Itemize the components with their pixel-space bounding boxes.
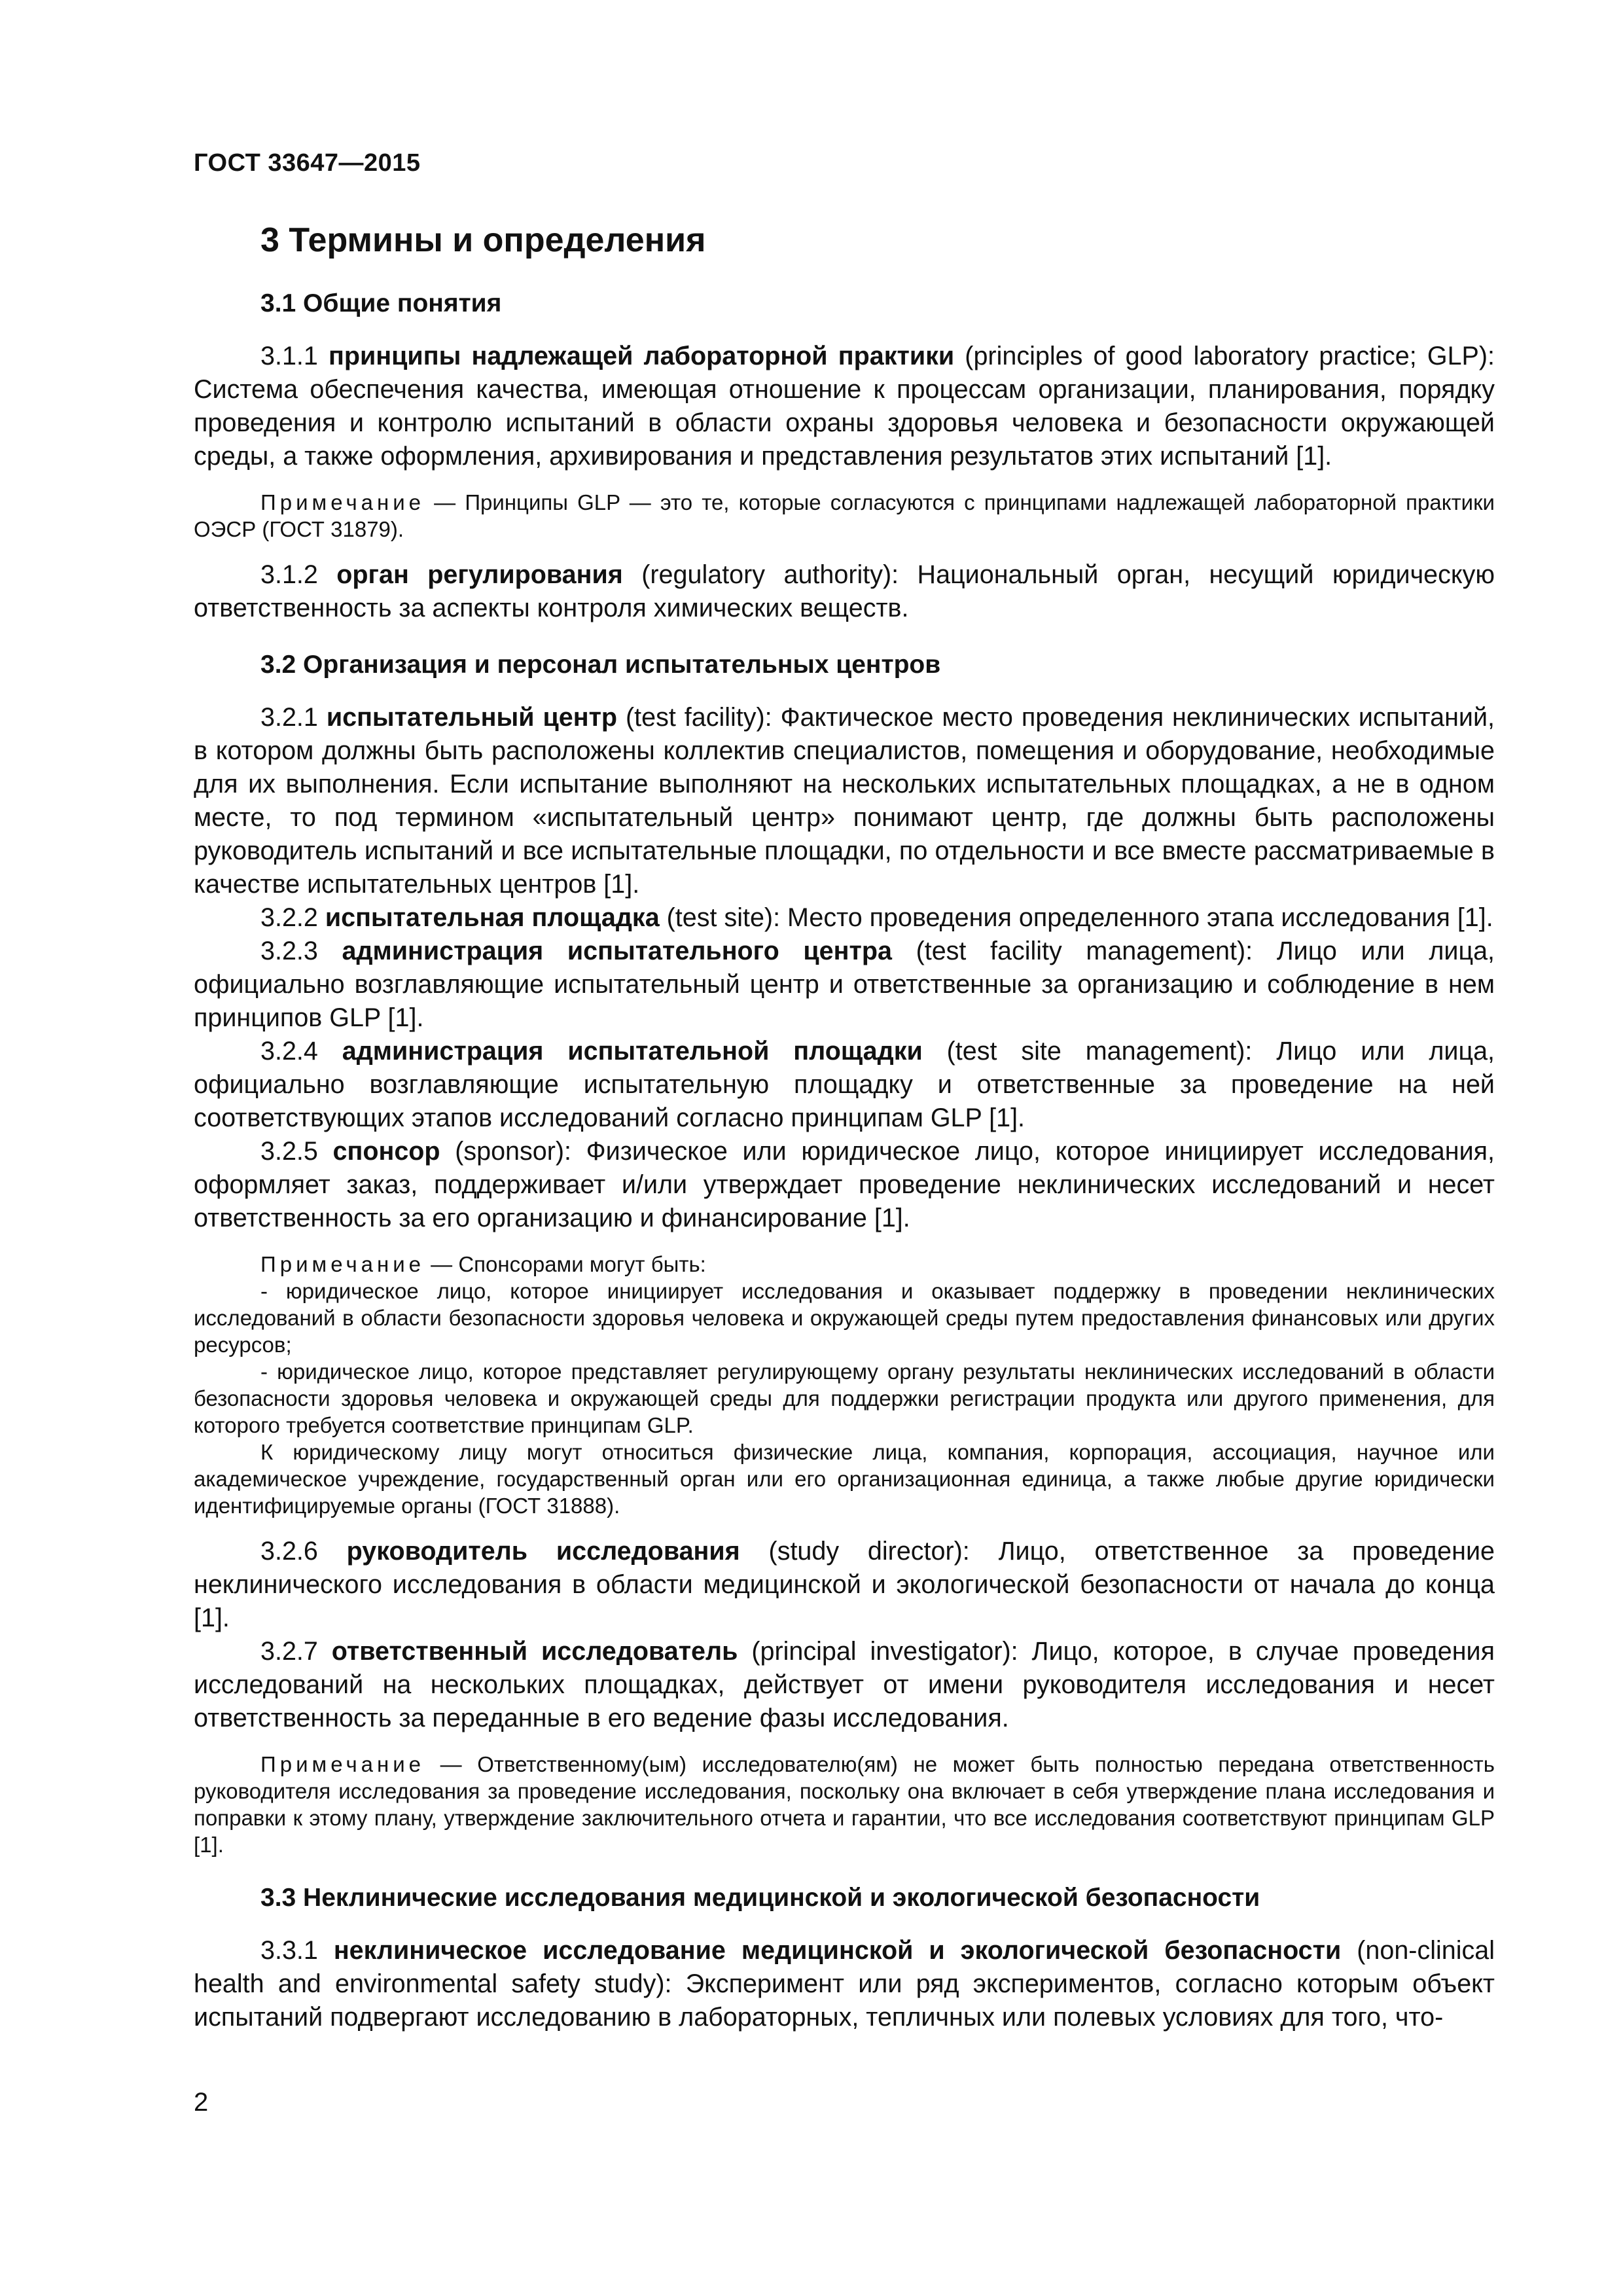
note-3-2-5-item-1: - юридическое лицо, которое инициирует исследования и оказывает поддержку в проведении неклинических исследований в области безопасности здоровья человека и окружающей среды путем предоставления финансовых или других ресурсов; — [194, 1279, 1495, 1357]
note-3-2-7: Примечание — Ответственному(ым) исследователю(ям) не может быть полностью передана ответственность руководителя исследования за проведение исследования, поскольку она включает в себя утверждение плана исследования и поправки к этому плану, утверждение заключительного отчета и гарантии, что все исследования соответствуют принципам GLP [1]. — [194, 1752, 1495, 1857]
term-3-2-4: 3.2.4 администрация испытательной площадки (test site management): Лицо или лица, официально возглавляющие испытательную площадку и ответственные за проведение на ней соответствующих этапов исследований согласно принципам GLP [1]. — [194, 1037, 1495, 1132]
term-name: руководитель исследования — [346, 1537, 740, 1566]
term-name: ответственный исследователь — [331, 1637, 738, 1666]
note-3-2-5: Примечание — Спонсорами могут быть: — [260, 1252, 706, 1276]
term-name: принципы надлежащей лабораторной практики — [329, 342, 955, 370]
term-name: орган регулирования — [336, 560, 623, 589]
subsection-title-3-1: 3.1 Общие понятия — [260, 289, 502, 317]
term-name: спонсор — [332, 1137, 440, 1166]
page-content — [194, 219, 1495, 2034]
term-3-2-5: 3.2.5 спонсор (sponsor): Физическое или юридическое лицо, которое инициирует исследования, оформляет заказ, поддерживает и/или утверждает проведение неклинических исследований и несет ответственность за его организацию и финансирование [1]. — [194, 1137, 1495, 1232]
term-3-2-1: 3.2.1 испытательный центр (test facility): Фактическое место проведения неклинических испытаний, в котором должны быть расположены коллектив специалистов, помещения и оборудование, необходимые для их выполнения. Если испытание выполняют на нескольких испытательных площадках, а не в одном месте, то под термином «испытательный центр» понимают центр, где должны быть расположены руководитель испытаний и все испытательные площадки, по отдельности и все вместе рассматриваемые в качестве испытательных центров [1]. — [194, 703, 1495, 899]
note-3-1-1: Примечание — Принципы GLP — это те, которые согласуются с принципами надлежащей лабораторной практики ОЭСР (ГОСТ 31879). — [194, 490, 1495, 541]
term-3-1-2: 3.1.2 орган регулирования (regulatory authority): Национальный орган, несущий юридическую ответственность за аспекты контроля химических веществ. — [194, 560, 1495, 622]
term-3-2-6: 3.2.6 руководитель исследования (study director): Лицо, ответственное за проведение неклинического исследования в области медицинской и экологической безопасности от начала до конца [1]. — [194, 1537, 1495, 1632]
term-3-2-7: 3.2.7 ответственный исследователь (principal investigator): Лицо, которое, в случае проведения исследований на нескольких площадках, действует от имени руководителя исследования и несет ответственность за переданные в его ведение фазы исследования. — [194, 1637, 1495, 1732]
note-3-2-5-item-3: К юридическому лицу могут относиться физические лица, компания, корпорация, ассоциация, научное или академическое учреждение, государственный орган или его организационная единица, а также любые другие юридически идентифицируемые органы (ГОСТ 31888). — [194, 1440, 1495, 1518]
term-name: испытательный центр — [326, 703, 618, 732]
subsection-title-3-2: 3.2 Организация и персонал испытательных центров — [260, 651, 941, 679]
term-3-2-3: 3.2.3 администрация испытательного центра (test facility management): Лицо или лица, официально возглавляющие испытательный центр и ответственные за организацию и соблюдение в нем принципов GLP [1]. — [194, 937, 1495, 1032]
term-3-2-2: 3.2.2 испытательная площадка (test site): Место проведения определенного этапа исследования [1]. — [260, 903, 1493, 932]
term-name: неклиническое исследование медицинской и экологической безопасности — [333, 1936, 1342, 1965]
term-name: администрация испытательного центра — [342, 937, 892, 965]
subsection-title-3-3: 3.3 Неклинические исследования медицинской и экологической безопасности — [260, 1884, 1260, 1912]
term-name: испытательная площадка — [325, 903, 660, 932]
page-number: 2 — [194, 2088, 209, 2117]
term-name: администрация испытательной площадки — [342, 1037, 923, 1066]
term-3-3-1: 3.3.1 неклиническое исследование медицинской и экологической безопасности (non-clinical health and environmental safety study): Эксперимент или ряд экспериментов, согласно которым объект испытаний подвергают исследованию в лабораторных, тепличных или полевых условиях для того, что- — [194, 1936, 1495, 2032]
note-3-2-5-item-2: - юридическое лицо, которое представляет регулирующему органу результаты неклинических исследований в области безопасности здоровья человека и окружающей среды для поддержки регистрации продукта или другого применения, для которого требуется соответствие принципам GLP. — [194, 1359, 1495, 1437]
section-title: 3 Термины и определения — [260, 221, 706, 259]
page-header: ГОСТ 33647—2015 — [194, 149, 421, 177]
term-3-1-1: 3.1.1 принципы надлежащей лабораторной практики (principles of good laboratory practice; GLP): Система обеспечения качества, имеющая отношение к процессам организации, планирования, порядку проведения и контролю испытаний в области охраны здоровья человека и безопасности окружающей среды, а также оформления, архивирования и представления результатов этих испытаний [1]. — [194, 342, 1495, 471]
